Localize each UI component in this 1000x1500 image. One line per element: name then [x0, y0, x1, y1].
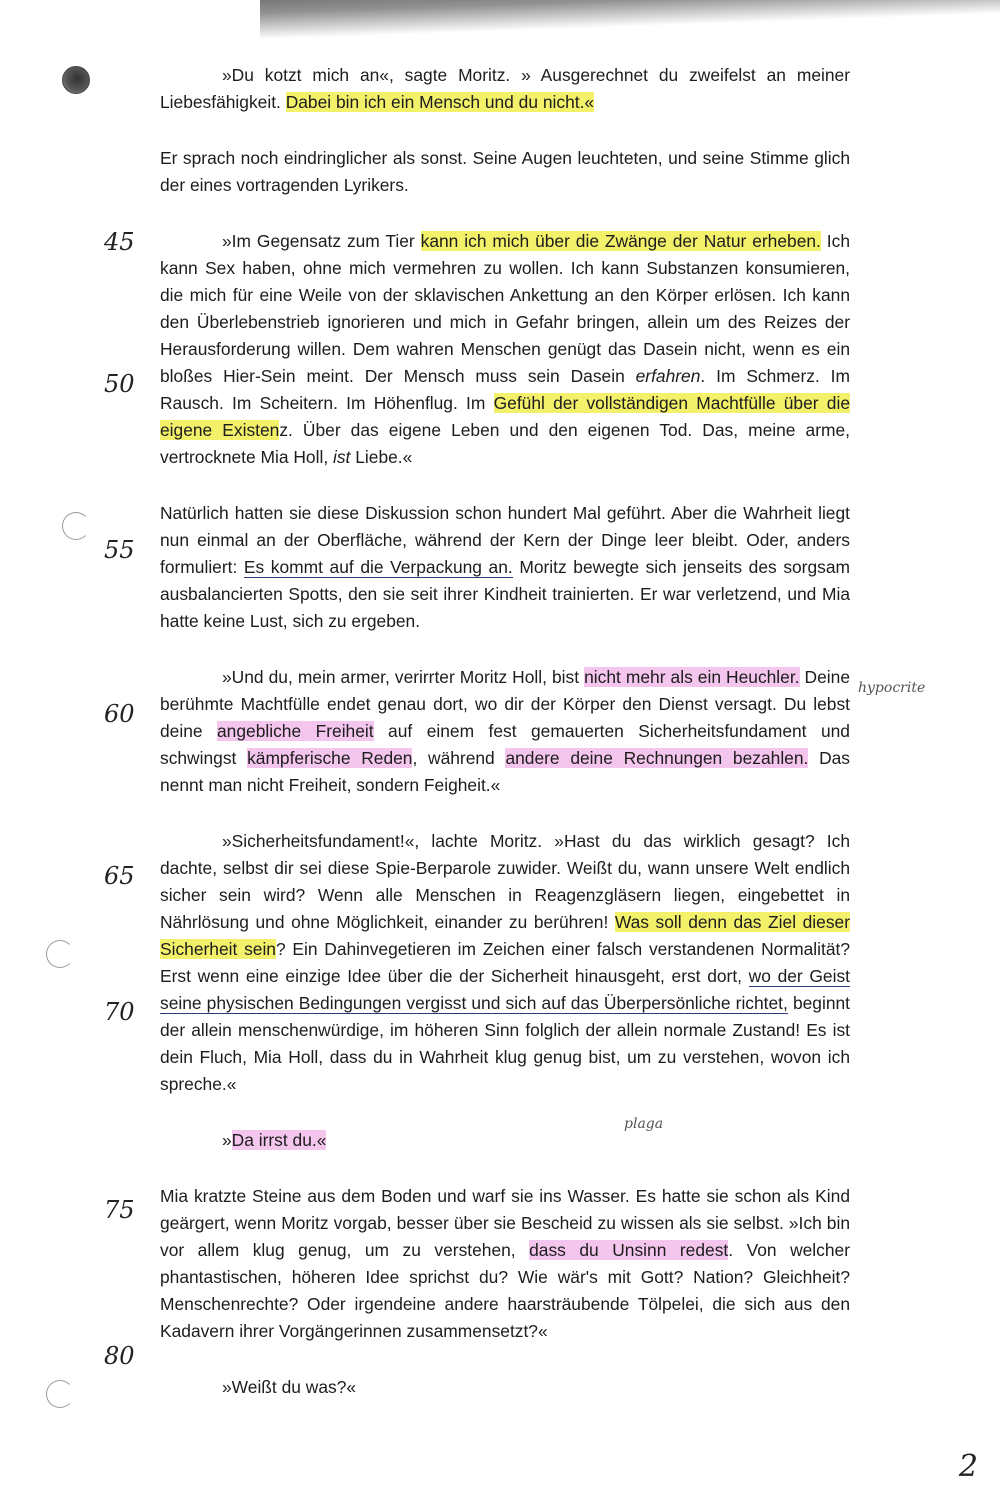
text-run: z. Über das eigene Leben und den eigenen Tod. Das, meine arme, vertrocknete Mia Holl,: [160, 420, 850, 467]
text-run: Mia kratzte Steine aus dem Boden und warf sie ins Wasser. Es hatte sie schon als Kind geärgert, wenn Moritz vorgab, besser über sie Bescheid zu wissen als sie selbst. »Ich bin vor allem klug genug, um zu verstehen,: [160, 1186, 850, 1260]
text-run: Natürlich hatten sie diese Diskussion schon hundert Mal geführt. Aber die Wahrheit liegt nun einmal an der Oberfläche, während der Kern der Dinge leer bleibt. Oder, anders formuliert:: [160, 503, 850, 577]
paragraph: [160, 1374, 850, 1401]
text-run: beginnt der allein menschenwürdige, im höheren Sinn folglich der allein normale Zustand! Es ist dein Fluch, Mia Holl, dass du in Wahrheit klug genug bist, um zu verstehen, wovon ich spreche.«: [160, 993, 851, 1094]
text-run: ? Ein Dahinvegetieren im Zeichen einer falsch verstandenen Normalität? Erst wenn eine einzige Idee über die der Sicherheit hinausgeht, erst dort,: [160, 939, 850, 986]
highlight-yellow: Gefühl der vollständigen Machtfülle über die eigene Existen: [160, 393, 850, 440]
text-run: Liebe.«: [350, 447, 413, 467]
paragraph: [160, 828, 850, 1098]
paragraph: [160, 664, 850, 799]
highlight-pink: dass du Unsinn redest: [529, 1240, 729, 1260]
underlined-text: wo der Geist seine physischen Bedingungen vergisst und sich auf das Überpersönliche richtet,: [160, 966, 850, 1013]
text-run: »Weißt du was?«: [222, 1377, 357, 1397]
text-run: Das nennt man nicht Freiheit, sondern Feigheit.«: [160, 748, 851, 795]
text-run: , während: [412, 748, 506, 768]
highlight-pink: kämpferische Reden: [247, 748, 413, 768]
highlight-yellow: Was soll denn das Ziel dieser Sicherheit sein: [160, 912, 850, 959]
highlight-pink: angebliche Freiheit: [217, 721, 374, 741]
text-run: Ich kann Sex haben, ohne mich vermehren zu wollen. Ich kann Substanzen konsumieren, die mich für eine Weile von der sklavischen Ankettung an den Körper erlösen. Ich kann den Überlebenstrieb ignorieren und mich in Gefahr bringen, allein um des Reizes der Herausforderung willen. Dem wahren Menschen genügt das Dasein nicht, wenn es ein bloßes Hier-Sein meint. Der Mensch muss sein Dasein: [160, 231, 850, 386]
margin-line-number: 50: [104, 370, 135, 398]
punch-hole-icon: [62, 512, 90, 540]
highlight-pink: nicht mehr als ein Heuchler.: [584, 667, 800, 687]
text-run: Er sprach noch eindringlicher als sonst. Seine Augen leuchteten, und seine Stimme glich der eines vortragenden Lyrikers.: [160, 148, 850, 195]
margin-line-number: 55: [104, 536, 135, 564]
text-run: »: [222, 1130, 232, 1150]
underlined-text: Es kommt auf die Verpackung an.: [243, 557, 513, 577]
punch-hole-icon: [62, 66, 90, 94]
page-number: 2: [958, 1449, 978, 1484]
text-run: »Sicherheitsfundament!«, lachte Moritz. »Hast du das wirklich gesagt? Ich dachte, selbst dir sei diese Spie-Berparole zuwider. Weißt du, wann unsere Welt endlich sicher sein wird? Wenn alle Menschen in Reagenzgläsern liegen, eingebettet in Nährlösung und ohne Möglichkeit, einander zu berühren!: [160, 831, 850, 932]
document-text: [160, 62, 850, 1430]
italic-text: erfahren: [635, 366, 701, 386]
italic-text: ist: [333, 447, 351, 467]
text-run: »Im Gegensatz zum Tier: [222, 231, 421, 251]
highlight-pink: andere deine Rechnungen bezahlen.: [505, 748, 809, 768]
paragraph: [160, 1183, 850, 1345]
margin-line-number: 75: [104, 1196, 135, 1224]
text-run: Deine berühmte Machtfülle endet genau dort, wo dir der Körper den Dienst versagt. Du lebst deine: [160, 667, 850, 741]
text-run: auf einem fest gemauerten Sicherheitsfundament und schwingst: [160, 721, 850, 768]
margin-line-number: 60: [104, 700, 135, 728]
highlight-yellow: Dabei bin ich ein Mensch und du nicht.«: [285, 92, 595, 112]
text-run: Moritz bewegte sich jenseits des sorgsam ausbalancierten Spotts, den sie seit ihrer Kindheit trainierten. Er war verletzend, und Mia hatte keine Lust, sich zu ergeben.: [160, 557, 850, 631]
text-run: . Von welcher phantastischen, höheren Idee sprichst du? Wie wär's mit Gott? Nation? Gleichheit? Menschenrechte? Oder irgendeine andere haarsträubende Tölpelei, die sich aus den Kadavern ihrer Vorgängerinnen zusammensetzt?«: [160, 1240, 850, 1341]
punch-hole-icon: [46, 1380, 74, 1408]
highlight-pink: Da irrst du.«: [231, 1130, 327, 1150]
margin-line-number: 65: [104, 862, 135, 890]
text-run: . Im Schmerz. Im Rausch. Im Scheitern. Im Höhenflug. Im: [160, 366, 850, 413]
text-run: »Du kotzt mich an«, sagte Moritz. » Ausgerechnet du zweifelst an meiner Liebesfähigkeit.: [160, 65, 850, 112]
margin-line-number: 45: [104, 228, 135, 256]
scan-shadow: [260, 0, 1000, 40]
paragraph: [160, 500, 850, 635]
paragraph: [160, 62, 850, 116]
highlight-yellow: kann ich mich über die Zwänge der Natur erheben.: [420, 231, 821, 251]
margin-line-number: 70: [104, 998, 135, 1026]
text-run: »Und du, mein armer, verirrter Moritz Holl, bist: [222, 667, 585, 687]
paragraph: [160, 1127, 850, 1154]
paragraph: [160, 145, 850, 199]
punch-hole-icon: [46, 940, 74, 968]
paragraph: [160, 228, 850, 471]
margin-note: hypocrite: [858, 680, 926, 696]
margin-note: plaga: [624, 1116, 664, 1132]
margin-line-number: 80: [104, 1342, 135, 1370]
